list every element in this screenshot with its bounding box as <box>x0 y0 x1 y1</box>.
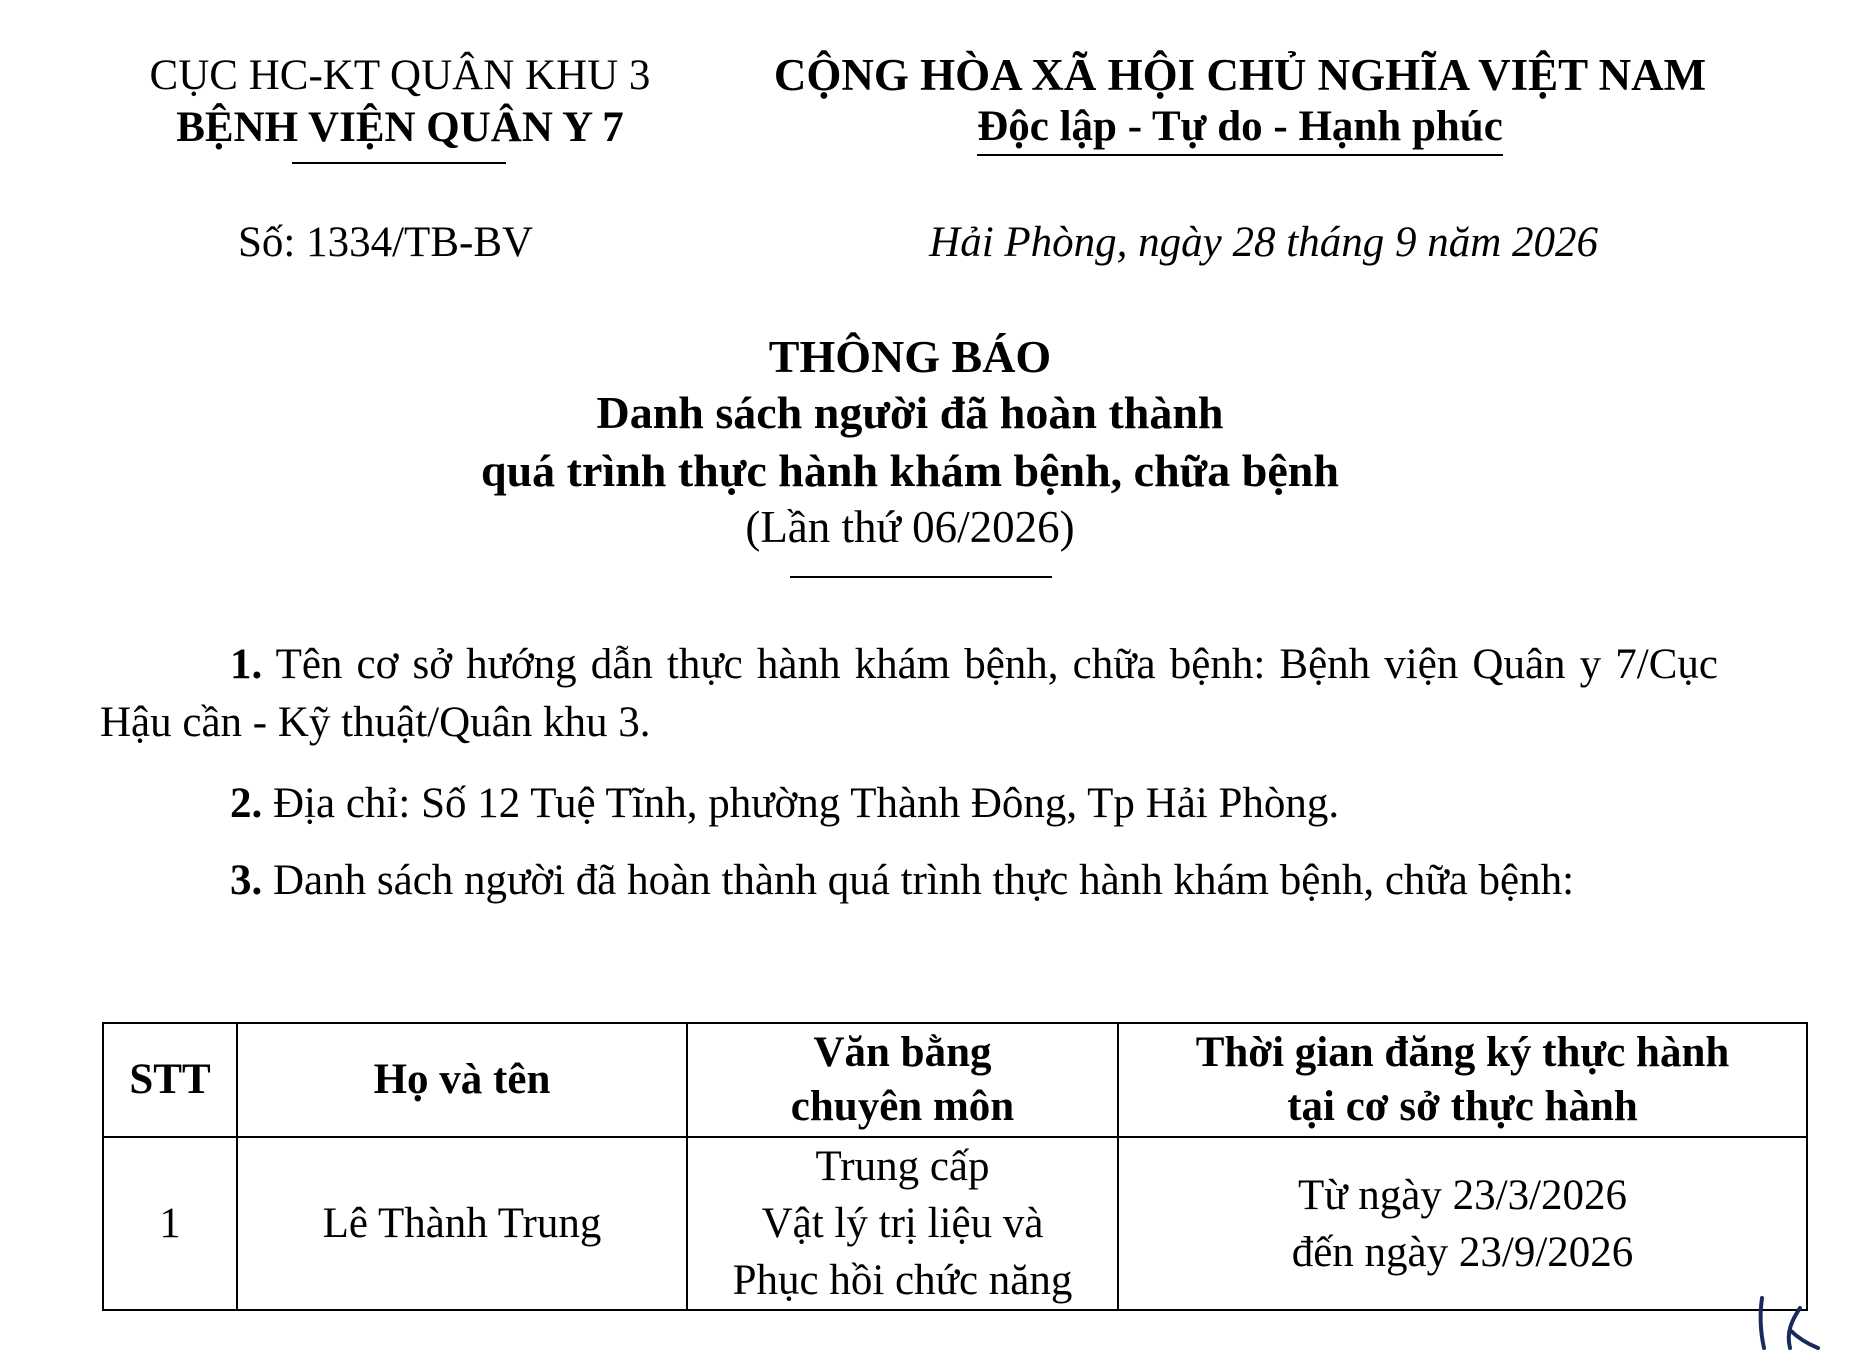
header-stt: STT <box>103 1023 237 1137</box>
header-period <box>1118 1023 1807 1137</box>
paragraph-1 <box>100 636 1718 752</box>
paragraph-2-number: 2. <box>230 780 263 827</box>
document-subtitle-line1: Danh sách người đã hoàn thành <box>596 387 1224 438</box>
cell-period <box>1118 1137 1807 1310</box>
paragraph-2 <box>100 775 1718 833</box>
agency-parent: CỤC HC-KT QUÂN KHU 3 <box>149 52 651 99</box>
header-name: Họ và tên <box>237 1023 687 1137</box>
paragraph-1-number: 1. <box>230 641 263 688</box>
cell-stt: 1 <box>103 1137 237 1310</box>
document-round: (Lần thứ 06/2026) <box>745 502 1075 552</box>
paragraph-1-text: Tên cơ sở hướng dẫn thực hành khám bệnh, chữa bệnh: Bệnh viện Quân y 7/Cục Hậu cần - Kỹ thuật/Quân khu 3. <box>100 641 1718 746</box>
paragraph-3-text: Danh sách người đã hoàn thành quá trình thực hành khám bệnh, chữa bệnh: <box>262 857 1575 904</box>
cell-period-line1: Từ ngày 23/3/2026 <box>1297 1171 1628 1219</box>
table-header-row <box>103 1023 1807 1137</box>
header-degree <box>687 1023 1118 1137</box>
table-row <box>103 1137 1807 1310</box>
cell-degree <box>687 1137 1118 1310</box>
cell-period-line2: đến ngày 23/9/2026 <box>1291 1228 1634 1276</box>
document-title: THÔNG BÁO <box>768 331 1052 382</box>
motto-container <box>740 104 1740 156</box>
cell-degree-line3: Phục hồi chức năng <box>732 1257 1073 1304</box>
paragraph-3 <box>100 852 1718 910</box>
nation-title: CỘNG HÒA XÃ HỘI CHỦ NGHĨA VIỆT NAM <box>773 50 1707 100</box>
document-number: Số: 1334/TB-BV <box>238 219 534 266</box>
agency-name: BỆNH VIỆN QUÂN Y 7 <box>176 104 624 151</box>
paragraph-3-number: 3. <box>230 857 263 904</box>
title-underline <box>790 576 1052 578</box>
agency-underline <box>292 162 506 164</box>
header-degree-line2: chuyên môn <box>790 1083 1015 1130</box>
cell-degree-line1: Trung cấp <box>815 1143 990 1190</box>
document-date: Hải Phòng, ngày 28 tháng 9 năm 2026 <box>929 219 1598 266</box>
paragraph-2-text: Địa chỉ: Số 12 Tuệ Tĩnh, phường Thành Đông, Tp Hải Phòng. <box>262 780 1340 827</box>
header-degree-line1: Văn bằng <box>813 1029 992 1076</box>
signature-fragment <box>1752 1290 1822 1352</box>
header-period-line1: Thời gian đăng ký thực hành <box>1195 1029 1730 1076</box>
cell-degree-line2: Vật lý trị liệu và <box>761 1200 1044 1247</box>
motto: Độc lập - Tự do - Hạnh phúc <box>977 104 1503 156</box>
document-subtitle-line2: quá trình thực hành khám bệnh, chữa bệnh <box>481 445 1339 496</box>
cell-name: Lê Thành Trung <box>237 1137 687 1310</box>
header-period-line2: tại cơ sở thực hành <box>1287 1083 1638 1130</box>
completion-list-table <box>102 1022 1808 1311</box>
